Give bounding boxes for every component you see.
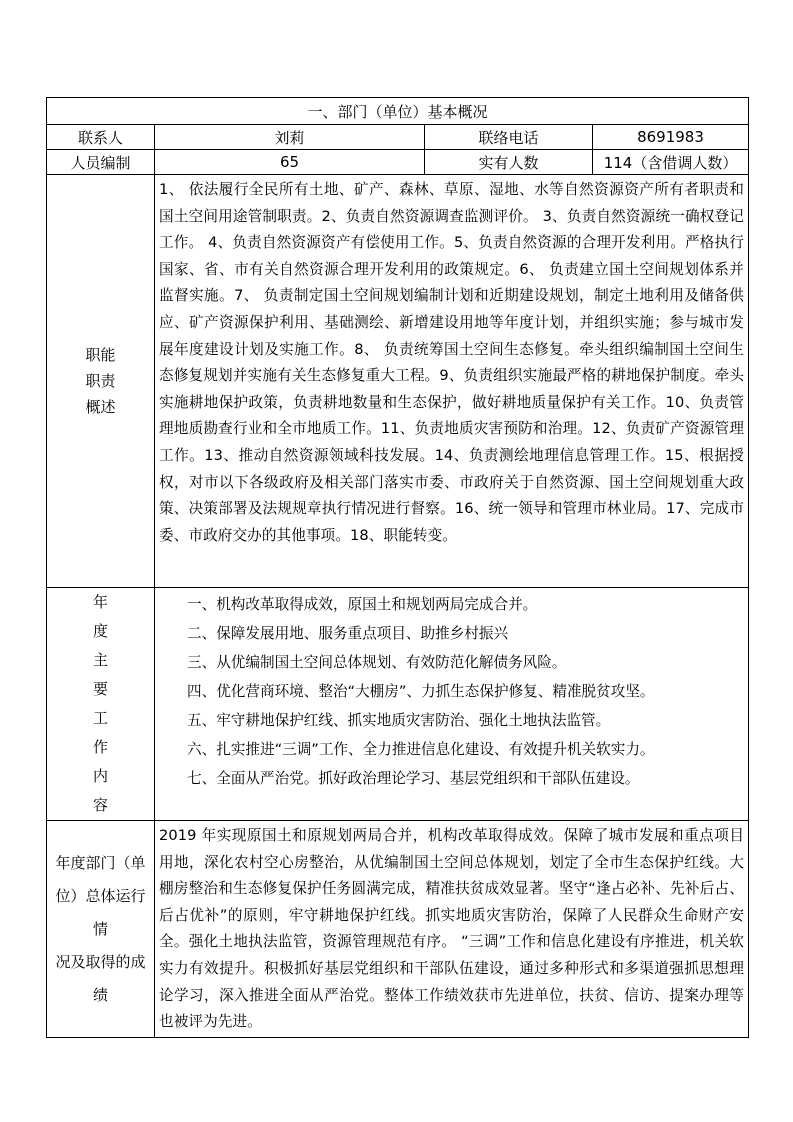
annual-work-item: 七、全面从严治党。抓好政治理论学习、基层党组织和干部队伍建设。 xyxy=(187,770,640,787)
performance-label-cell xyxy=(47,821,155,1038)
annual-work-item: 一、机构改革取得成效，原国土和规划两局完成合并。 xyxy=(187,596,538,613)
annual-work-label-char: 要 xyxy=(92,680,108,698)
annual-work-label-cell xyxy=(47,588,155,821)
annual-work-label-char: 年 xyxy=(92,593,108,611)
functions-label-line: 概述 xyxy=(85,398,116,416)
performance-text-cell xyxy=(155,821,749,1038)
performance-label-line: 年度部门（单 xyxy=(55,853,146,872)
actual-staff-label: 实有人数 xyxy=(425,150,593,175)
contact-label: 联系人 xyxy=(47,125,155,150)
annual-work-item: 五、牢守耕地保护红线、抓实地质灾害防治、强化土地执法监管。 xyxy=(187,712,611,729)
annual-work-label-char: 度 xyxy=(92,622,108,640)
phone-label: 联络电话 xyxy=(425,125,593,150)
contact-row xyxy=(47,125,749,150)
actual-staff-value: 114（含借调人数） xyxy=(593,150,749,175)
annual-work-label-char: 容 xyxy=(92,796,108,814)
performance-label-line: 位）总体运行情 xyxy=(55,886,146,938)
title-row xyxy=(47,98,749,125)
annual-work-cell xyxy=(155,588,749,821)
section-title: 一、部门（单位）基本概况 xyxy=(47,98,749,125)
annual-work-label-char: 作 xyxy=(92,738,108,756)
functions-label-cell xyxy=(47,175,155,588)
annual-work-item: 三、从优编制国土空间总体规划、有效防范化解债务风险。 xyxy=(187,654,567,671)
performance-label-line: 绩 xyxy=(92,985,108,1004)
annual-work-list xyxy=(155,588,748,793)
annual-work-label-char: 工 xyxy=(92,709,108,727)
performance-text: 2019 年实现原国土和原规划两局合并，机构改革取得成效。保障了城市发展和重点项目用地，深化农村空心房整治，从优编制国土空间总体规划，划定了全市生态保护红线。大棚房整治和生态修复保护任务圆满完成，精准扶贫成效显著。坚守“逢占必补、先补后占、后占优补”的原则，牢守耕地保护红线。抓实地质灾害防治，保障了人民群众生命财产安全。强化土地执法监管，资源管理规范有序。 “三调”工作和信息化建设有序推进，机关软实力有效提升。积极抓好基层党组织和干部队伍建设，通过多种形式和多渠道强抓思想理论学习，深入推进全面从严治党。整体工作绩效获市先进单位，扶贫、信访、提案办理等也被评为先进。 xyxy=(159,827,745,1031)
annual-work-item: 四、优化营商环境、整治“大棚房”、力抓生态保护修复、精准脱贫攻坚。 xyxy=(187,683,655,700)
functions-label-line: 职责 xyxy=(85,372,116,390)
annual-work-item: 六、扎实推进“三调”工作、全力推进信息化建设、有效提升机关软实力。 xyxy=(187,741,655,758)
functions-row xyxy=(47,175,749,588)
contact-value: 刘莉 xyxy=(155,125,425,150)
annual-work-label-char: 内 xyxy=(92,767,108,785)
functions-label-line: 职能 xyxy=(85,346,116,364)
staffing-label: 人员编制 xyxy=(47,150,155,175)
annual-work-item: 二、保障发展用地、服务重点项目、助推乡村振兴 xyxy=(187,625,509,642)
functions-text-cell xyxy=(155,175,749,588)
staffing-row xyxy=(47,150,749,175)
staffing-value: 65 xyxy=(155,150,425,175)
annual-work-row xyxy=(47,588,749,821)
phone-value: 8691983 xyxy=(593,125,749,150)
performance-row xyxy=(47,821,749,1038)
basic-info-table xyxy=(46,97,749,1038)
annual-work-label-char: 主 xyxy=(92,651,108,669)
functions-text: 1、 依法履行全民所有土地、矿产、森林、草原、湿地、水等自然资源资产所有者职责和国土空间用途管制职责。2、负责自然资源调查监测评价。 3、负责自然资源统一确权登记工作。 4、负责自然资源资产有偿使用工作。5、负责自然资源的合理开发利用。严格执行国家、省、市有关自然资源合理开发利用的政策规定。6、 负责建立国土空间规划体系并监督实施。7、 负责制定国土空间规划编制计划和近期建设规划，制定土地利用及储备供应、矿产资源保护利用、基础测绘、新增建设用地等年度计划，并组织实施；参与城市发展年度建设计划及实施工作。8、 负责统筹国土空间生态修复。牵头组织编制国土空间生态修复规划并实施有关生态修复重大工程。9、负责组织实施最严格的耕地保护制度。牵头实施耕地保护政策，负责耕地数量和生态保护，做好耕地质量保护有关工作。10、负责管理地质勘查行业和全市地质工作。11、负责地质灾害预防和治理。12、负责矿产资源管理工作。13、推动自然资源领域科技发展。14、负责测绘地理信息管理工作。15、根据授权，对市以下各级政府及相关部门落实市委、市政府关于自然资源、国土空间规划重大政策、决策部署及法规规章执行情况进行督察。16、统一领导和管理市林业局。17、完成市委、市政府交办的其他事项。18、职能转变。 xyxy=(159,181,745,544)
performance-label-line: 况及取得的成 xyxy=(55,952,146,971)
